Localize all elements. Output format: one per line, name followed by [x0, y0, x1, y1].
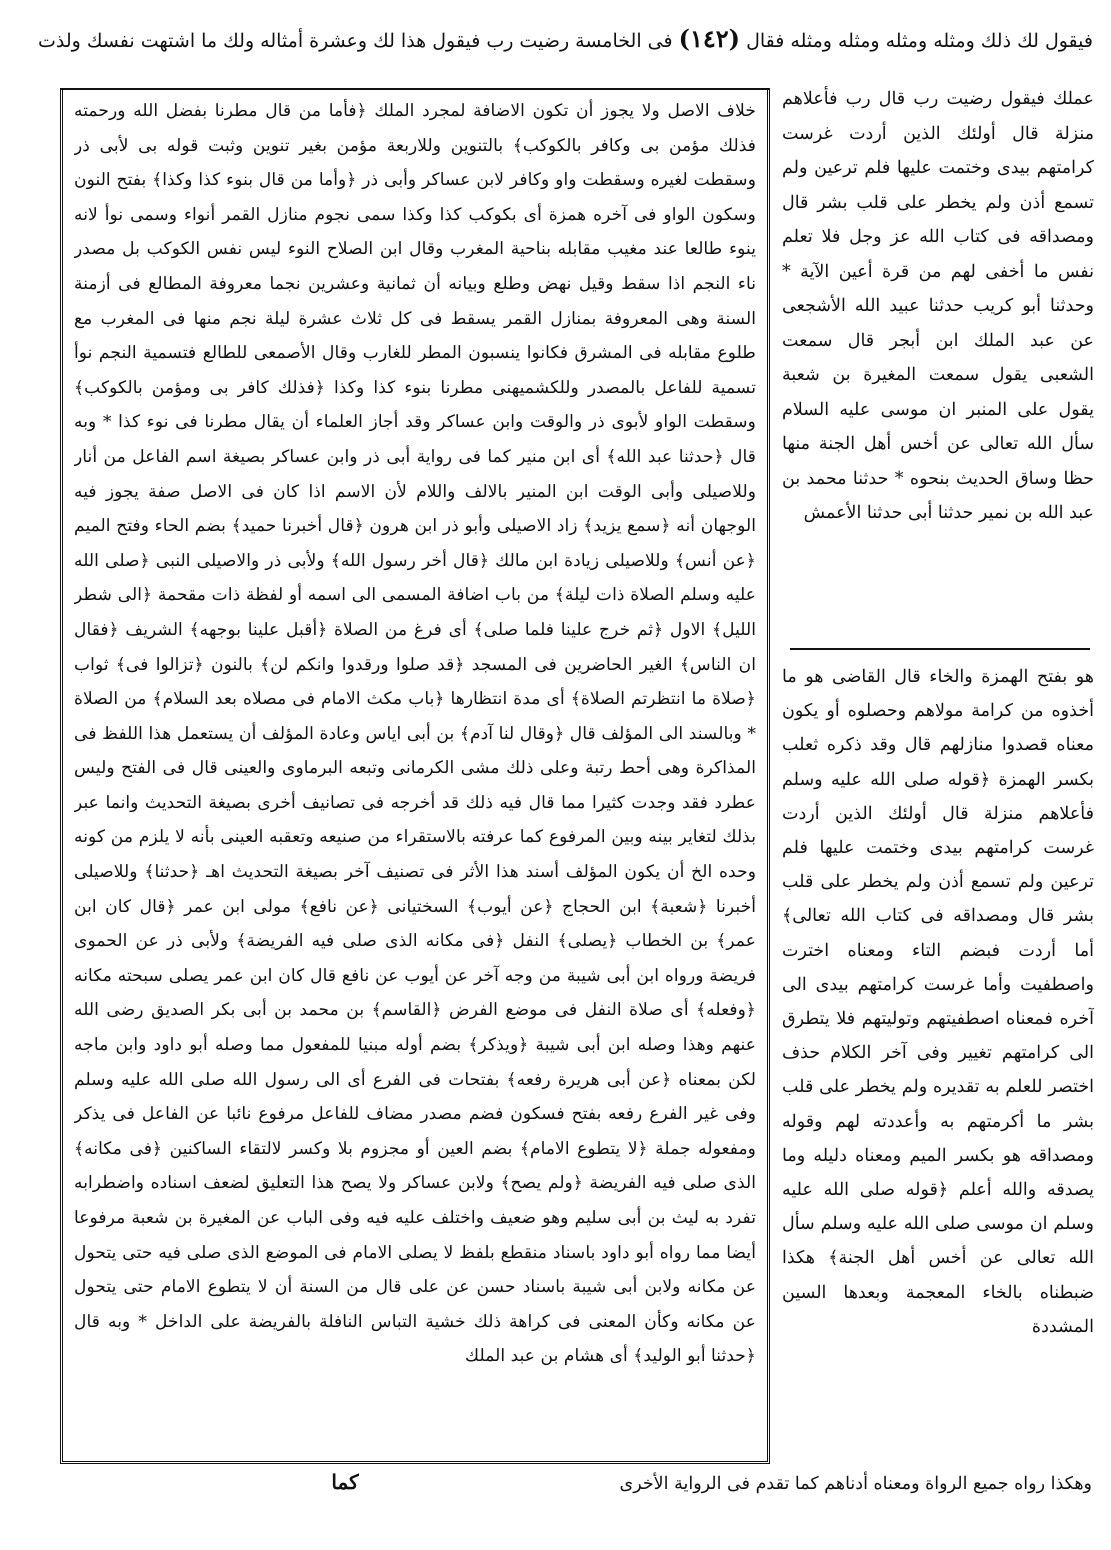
- margin-commentary-text: هو بفتح الهمزة والخاء قال القاضى هو ما أخذوه من كرامة مولاهم وحصلوه أو يكون معناه قصدوا منازلهم قال وقد ذكره ثعلب بكسر الهمزة ﴿قوله صلى الله عليه وسلم فأعلاهم منزلة قال أولئك الذين أردت غرست كرامتهم بيدى وختمت عليها فلم ترعين ولم تسمع أذن ولم يخطر على قلب بشر قال ومصداقه فى كتاب الله تعالى﴾ أما أردت فبضم التاء ومعناه اخترت واصطفيت وأما غرست كرامتهم بيدى الى آخره فمعناه اصطفيتهم وتوليتهم فلا يتطرق الى كرامتهم تغيير وفى آخر الكلام حذف اختصر للعلم به تقديره ولم يخطر على قلب بشر ما أكرمتهم به وأعددته لهم وقوله ومصداقه هو بكسر الميم ومعناه دليله وما يصدقه والله أعلم ﴿قوله صلى الله عليه وسلم ان موسى صلى الله عليه وسلم سأل الله تعالى عن أخس أهل الجنة﴾ هكذا ضبطناه بالخاء المعجمة وبعدها السين المشددة: [782, 667, 1094, 1337]
- page-number: (١٤٢): [678, 24, 741, 53]
- header-text-left: فى الخامسة رضيت رب فيقول هذا لك وعشرة أمثاله ولك ما اشتهت نفسك ولذت: [37, 30, 673, 52]
- running-header: [18, 26, 1093, 78]
- margin-divider-rule: [790, 648, 1090, 650]
- catchword: كما: [331, 1470, 359, 1494]
- header-text-right: فيقول لك ذلك ومثله ومثله ومثله ومثله فقال: [746, 30, 1093, 52]
- footer-continuation-text: وهكذا رواه جميع الرواة ومعناه أدناهم كما تقدم فى الرواية الأخرى: [619, 1474, 1092, 1494]
- margin-hadith-text: عملك فيقول رضيت رب قال رب فأعلاهم منزلة قال أولئك الذين أردت غرست كرامتهم بيدى وختمت عليها فلم ترعين ولم تسمع أذن ولم يخطر على قلب بشر قال ومصداقه فى كتاب الله عز وجل فلا تعلم نفس ما أخفى لهم من قرة أعين الآية * وحدثنا أبو كريب حدثنا عبيد الله الأشجعى عن عبد الملك ابن أبجر قال سمعت الشعبى يقول سمعت المغيرة بن شعبة يقول على المنبر ان موسى عليه السلام سأل الله تعالى عن أخس أهل الجنة منها حظا وساق الحديث بنحوه * حدثنا محمد بن عبد الله بن نمير حدثنا أبى حدثنا الأعمش: [782, 89, 1094, 523]
- main-commentary-text: خلاف الاصل ولا يجوز أن تكون الاضافة لمجرد الملك ﴿فأما من قال مطرنا بفضل الله ورحمته فذلك مؤمن بى وكافر بالكوكب﴾ بالتنوين وللاربعة مؤمن بغير تنوين وثبت قوله بى لأبى ذر وسقطت لغيره وسقطت واو وكافر لابن عساكر وأبى ذر ﴿وأما من قال بنوء كذا وكذا﴾ بفتح النون وسكون الواو فى آخره همزة أى بكوكب كذا وكذا سمى نجوم منازل القمر أنواء وسمى نوأ لانه ينوء طالعا عند مغيب مقابله بناحية المغرب وقال ابن الصلاح النوء ليس نفس الكوكب بل مصدر ناء النجم اذا سقط وقيل نهض وطلع وبيانه أن ثمانية وعشرين نجما معروفة المطالع فى أزمنة السنة وهى المعروفة بمنازل القمر يسقط فى كل ثلاث عشرة ليلة نجم منها فى المغرب مع طلوع مقابله فى المشرق فكانوا ينسبون المطر للغارب وقال الأصمعى للطالع فتسمية النجم نوأ تسمية للفاعل بالمصدر وللكشميهنى مطرنا بنوء كذا وكذا ﴿فذلك كافر بى ومؤمن بالكوكب﴾ وسقطت الواو لأبوى ذر والوقت وابن عساكر وقد أجاز العلماء أن يقال مطرنا فى نوء كذا * وبه قال ﴿حدثنا عبد الله﴾ أى ابن منير كما فى رواية أبى ذر وابن عساكر بصيغة اسم الفاعل من أنار وللاصيلى وأبى الوقت ابن المنير بالالف واللام لأن الاسم اذا كان فى الاصل صفة يجوز فيه الوجهان أنه ﴿سمع يزيد﴾ زاد الاصيلى وأبو ذر ابن هرون ﴿قال أخبرنا حميد﴾ بضم الحاء وفتح الميم ﴿عن أنس﴾ وللاصيلى زيادة ابن مالك ﴿قال أخر رسول الله﴾ ولأبى ذر والاصيلى النبى ﴿صلى الله عليه وسلم الصلاة ذات ليلة﴾ من باب اضافة المسمى الى اسمه أو لفظة ذات مقحمة ﴿الى شطر الليل﴾ الاول ﴿ثم خرج علينا فلما صلى﴾ أى فرغ من الصلاة ﴿أقبل علينا بوجهه﴾ الشريف ﴿فقال ان الناس﴾ الغير الحاضرين فى المسجد ﴿قد صلوا ورقدوا وانكم لن﴾ بالنون ﴿تزالوا فى﴾ ثواب ﴿صلاة ما انتظرتم الصلاة﴾ أى مدة انتظارها ﴿باب مكث الامام فى مصلاه بعد السلام﴾ من الصلاة * وبالسند الى المؤلف قال ﴿وقال لنا آدم﴾ بن أبى اياس وعادة المؤلف أن يستعمل هذا اللفظ فى المذاكرة وهى أحط رتبة وعلى ذلك مشى الكرمانى وتبعه البرماوى والعينى قال فى الفتح وليس عطرد فقد وجدت كثيرا مما قال فيه ذلك قد أخرجه فى تصانيف أخرى بصيغة التحديث وانما عبر بذلك لتغاير بينه وبين المرفوع كما عرفته بالاستقراء من صنيعه وتعقبه العينى بأنه لا يلزم من كونه وحده الخ أن يكون المؤلف أسند هذا الأثر فى تصنيف آخر بصيغة التحديث اهـ ﴿حدثنا﴾ وللاصيلى أخبرنا ﴿شعبة﴾ ابن الحجاج ﴿عن أيوب﴾ السختيانى ﴿عن نافع﴾ مولى ابن عمر ﴿قال كان ابن عمر﴾ بن الخطاب ﴿يصلى﴾ النفل ﴿فى مكانه الذى صلى فيه الفريضة﴾ ولأبى ذر عن الحموى فريضة ورواه ابن أبى شيبة من وجه آخر عن أيوب عن نافع قال كان ابن عمر يصلى سبحته مكانه ﴿وفعله﴾ أى صلاة النفل فى موضع الفرض ﴿القاسم﴾ بن محمد بن أبى بكر الصديق رضى الله عنهم وهذا وصله ابن أبى شيبة ﴿ويذكر﴾ بضم أوله مبنيا للمفعول مما وصله أبو داود وابن ماجه لكن بمعناه ﴿عن أبى هريرة رفعه﴾ بفتحات فى الفرع أى الى رسول الله صلى الله عليه وسلم وفى غير الفرع رفعه بفتح فسكون فضم مصدر مضاف للفاعل مرفوع نائبا عن الفاعل فى يذكر ومفعوله جملة ﴿لا يتطوع الامام﴾ بضم العين أو مجزوم بلا وكسر لالتقاء الساكنين ﴿فى مكانه﴾ الذى صلى فيه الفريضة ﴿ولم يصح﴾ ولابن عساكر ولا يصح هذا التعليق لضعف اسناده واضطرابه تفرد به ليث بن أبى سليم وهو ضعيف واختلف عليه فيه وفى الباب عن المغيرة بن شعبة مرفوعا أيضا مما رواه أبو داود باسناد منقطع بلفظ لا يصلى الامام فى الموضع الذى صلى فيه حتى يتحول عن مكانه ولابن أبى شيبة باسناد حسن عن على قال من السنة أن لا يتطوع الامام حتى يتحول عن مكانه وكأن المعنى فى كراهة ذلك خشية التباس النافلة بالفريضة على الداخل * وبه قال ﴿حدثنا أبو الوليد﴾ أى هشام بن عبد الملك: [74, 101, 756, 1367]
